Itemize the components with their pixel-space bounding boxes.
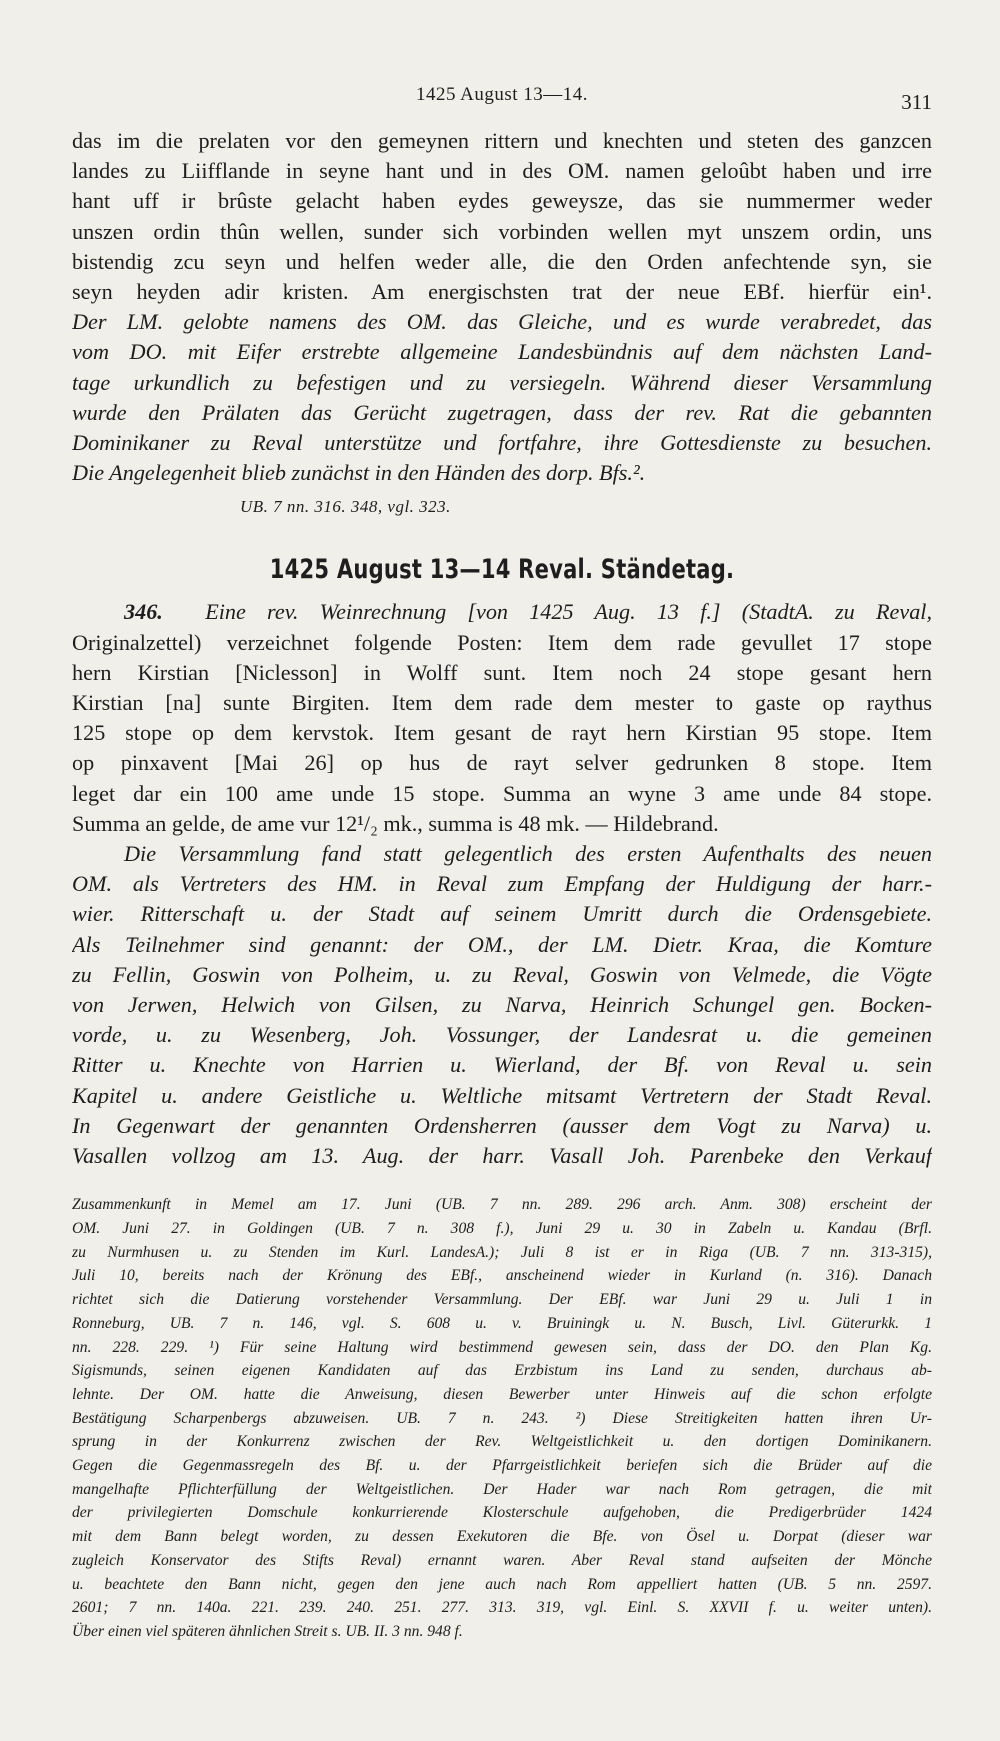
footnote-line: Sigismunds, seinen eigenen Kandidaten auf das Erzbistum ins Land zu senden, durchaus ab- [72, 1362, 932, 1380]
text-line: hant uff ir brûste gelacht haben eydes geweysze, das sie nummermer weder [72, 188, 932, 214]
text-line: Eine rev. Weinrechnung [von 1425 Aug. 13 f.] (StadtA. zu Reval, [205, 599, 932, 625]
text-line: 125 stope op dem kervstok. Item gesant de rayt hern Kirstian 95 stope. Item [72, 720, 932, 746]
text-line: Summa an gelde, de ame vur 12¹/₂ mk., summa is 48 mk. — Hildebrand. [72, 810, 719, 836]
footnote-line: Zusammenkunft in Memel am 17. Juni (UB. 7 nn. 289. 296 arch. Anm. 308) erscheint der [72, 1196, 932, 1214]
text-line: vorde, u. zu Wesenberg, Joh. Vossunger, der Landesrat u. die gemeinen [72, 1022, 932, 1048]
text-line: Als Teilnehmer sind genannt: der OM., der LM. Dietr. Kraa, die Komture [72, 931, 932, 957]
text-line: OM. als Vertreters des HM. in Reval zum Empfang der Huldigung der harr.- [72, 871, 932, 897]
intro-paragraph [72, 126, 932, 488]
text-line: zu Fellin, Goswin von Polheim, u. zu Reval, Goswin von Velmede, die Vögte [72, 961, 932, 987]
text-line: wier. Ritterschaft u. der Stadt auf seinem Umritt durch die Ordensgebiete. [72, 901, 932, 927]
text-line: Kapitel u. andere Geistliche u. Weltliche mitsamt Vertretern der Stadt Reval. [72, 1082, 932, 1108]
text-line: leget dar ein 100 ame unde 15 stope. Summa an wyne 3 ame unde 84 stope. [72, 780, 932, 806]
page-header [72, 78, 932, 118]
footnote-line: Über einen viel späteren ähnlichen Streit s. UB. II. 3 nn. 948 f. [72, 1622, 463, 1640]
text-line: op pinxavent [Mai 26] op hus de rayt selver gedrunken 8 stope. Item [72, 750, 932, 776]
text-line: wurde den Prälaten das Gerücht zugetragen, dass der rev. Rat die gebannten [72, 399, 932, 425]
entry-first-line [72, 597, 932, 627]
text-line: In Gegenwart der genannten Ordensherren (ausser dem Vogt zu Narva) u. [72, 1112, 932, 1138]
text-line: hern Kirstian [Niclesson] in Wolff sunt. Item noch 24 stope gesant hern [72, 659, 932, 685]
footnote-line: zugleich Konservator des Stifts Reval) ernannt waren. Aber Reval stand aufseiten der Mönche [72, 1551, 932, 1569]
source-reference: UB. 7 nn. 316. 348, vgl. 323. [240, 497, 451, 517]
text-line: unszen ordin thûn wellen, sunder sich vorbinden wellen myt unszem ordin, uns [72, 218, 932, 244]
footnote-line: lehnte. Der OM. hatte die Anweisung, diesen Bewerber unter Hinweis auf die schon erfolgte [72, 1385, 932, 1403]
footnote-line: der privilegierten Domschule konkurrierende Klosterschule aufgehoben, die Predigerbrüder 1424 [72, 1504, 932, 1522]
footnote-line: nn. 228. 229. ¹) Für seine Haltung wird bestimmend gewesen sein, dass der DO. den Plan Kg. [72, 1338, 932, 1356]
text-line: seyn heyden adir kristen. Am energischsten trat der neue EBf. hierfür ein¹. [72, 279, 932, 305]
footnote-line: u. beachtete den Bann nicht, gegen den jene auch nach Rom appelliert hatten (UB. 5 nn. 2597. [72, 1575, 932, 1593]
text-line: Der LM. gelobte namens des OM. das Gleiche, und es wurde verabredet, das [72, 309, 932, 335]
text-line: vom DO. mit Eifer erstrebte allgemeine Landesbündnis auf dem nächsten Land- [72, 339, 932, 365]
text-line: Originalzettel) verzeichnet folgende Posten: Item dem rade gevullet 17 stope [72, 629, 932, 655]
footnote-line: Juli 10, bereits nach der Krönung des EBf., anscheinend wieder in Kurland (n. 316). Danach [72, 1267, 932, 1285]
text-line: landes zu Liifflande in seyne hant und in des OM. namen geloûbt haben und irre [72, 158, 932, 184]
page-number: 311 [901, 90, 932, 114]
text-line: Kirstian [na] sunte Birgiten. Item dem rade dem mester to gaste op raythus [72, 690, 932, 716]
text-line: von Jerwen, Helwich von Gilsen, zu Narva, Heinrich Schungel gen. Bocken- [72, 992, 932, 1018]
commentary-paragraph [72, 839, 932, 1171]
text-line: Vasallen vollzog am 13. Aug. der harr. Vasall Joh. Parenbeke den Verkauf [72, 1143, 932, 1169]
text-line: tage urkundlich zu befestigen und zu versiegeln. Während dieser Versammlung [72, 369, 932, 395]
footnote-line: richtet sich die Datierung vorstehender Versammlung. Der EBf. war Juni 29 u. Juli 1 in [72, 1291, 932, 1309]
footnote-line: OM. Juni 27. in Goldingen (UB. 7 n. 308 f.), Juni 29 u. 30 in Zabeln u. Kandau (Brfl. [72, 1220, 932, 1237]
text-line: Dominikaner zu Reval unterstütze und fortfahre, ihre Gottesdienste zu besuchen. [72, 430, 932, 456]
document-entry [72, 597, 932, 839]
footnotes [72, 1193, 932, 1643]
footnote-line: Gegen die Gegenmassregeln des Bf. u. der Pfarrgeistlichkeit beriefen sich die Brüder auf die [72, 1457, 932, 1475]
text-line: Die Versammlung fand statt gelegentlich des ersten Aufenthalts des neuen [124, 841, 932, 867]
text-line: Die Angelegenheit blieb zunächst in den Händen des dorp. Bfs.². [72, 460, 646, 486]
footnote-line: 2601; 7 nn. 140a. 221. 239. 240. 251. 277. 313. 319, vgl. Einl. S. XXVII f. u. weiter unten). [72, 1599, 932, 1617]
footnote-line: Ronneburg, UB. 7 n. 146, vgl. S. 608 u. v. Bruiningk u. N. Busch, Livl. Güterurkk. 1 [72, 1314, 932, 1332]
footnote-line: mit dem Bann belegt worden, zu dessen Exekutoren die Bfe. von Ösel u. Dorpat (dieser war [72, 1528, 932, 1546]
text-line: Ritter u. Knechte von Harrien u. Wierland, der Bf. von Reval u. sein [72, 1052, 932, 1078]
footnote-line: Bestätigung Scharpenbergs abzuweisen. UB. 7 n. 243. ²) Diese Streitigkeiten hatten ihren Ur- [72, 1409, 932, 1427]
section-heading: 1425 August 13—14 Reval. Ständetag. [269, 554, 735, 586]
text-line: das im die prelaten vor den gemeynen rittern und knechten und steten des ganzcen [72, 128, 932, 153]
footnote-line: sprung in der Konkurrenz zwischen der Rev. Weltgeistlichkeit u. den dortigen Dominikanern. [72, 1433, 932, 1451]
book-page [72, 78, 932, 1708]
running-head: 1425 August 13—14. [415, 84, 589, 105]
entry-number: 346. [124, 599, 163, 625]
footnote-line: mangelhafte Pflichterfüllung der Weltgeistlichen. Der Hader war nach Rom getragen, die mit [72, 1480, 932, 1498]
text-line: bistendig zcu seyn und helfen weder alle, die den Orden anfechtende syn, sie [72, 248, 932, 274]
footnote-line: zu Nurmhusen u. zu Stenden im Kurl. LandesA.); Juli 8 ist er in Riga (UB. 7 nn. 313-315), [72, 1243, 932, 1261]
